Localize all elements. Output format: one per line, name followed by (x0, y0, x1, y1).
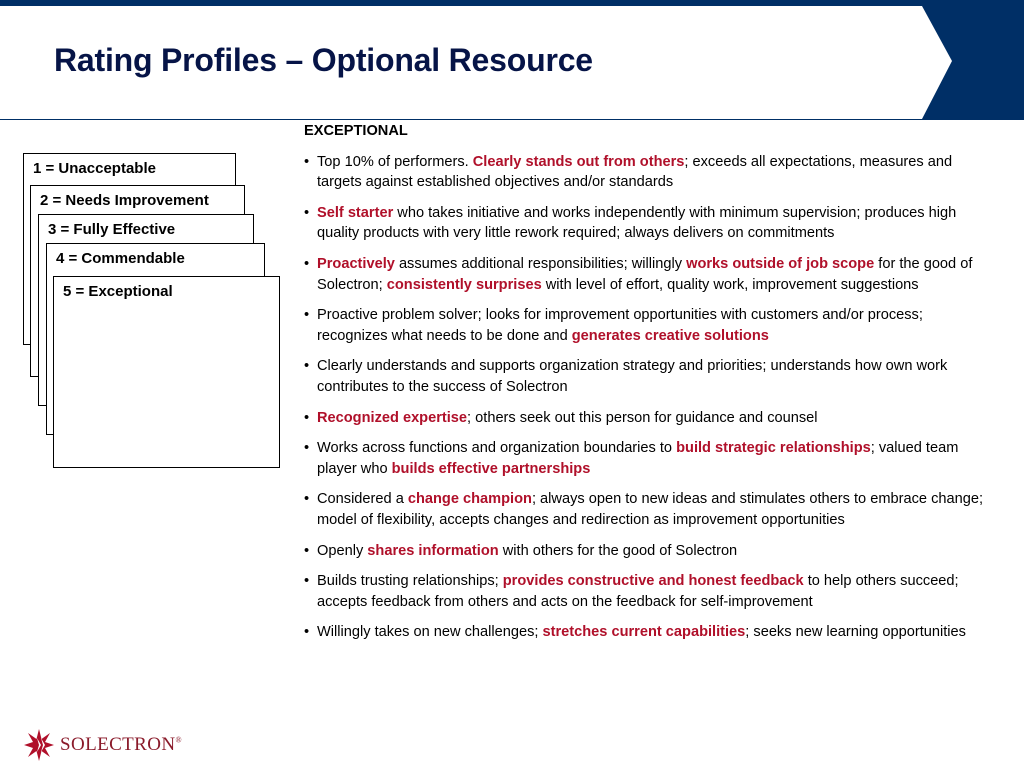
section-heading: EXCEPTIONAL (304, 123, 408, 139)
bullet-item (304, 438, 994, 479)
bullet-text: ; always open to new ideas and stimulates others to embrace change; model of flexibility, accepts changes and redirection as improvement opportunities (317, 491, 983, 528)
bullet-item (304, 305, 994, 346)
bullet-text: ; others seek out this person for guidance and counsel (467, 409, 818, 426)
bullet-text: Top 10% of performers. (317, 153, 473, 170)
highlighted-phrase: generates creative solutions (571, 327, 769, 344)
bullet-icon: • (304, 440, 310, 457)
highlighted-phrase: Clearly stands out from others (472, 153, 685, 170)
bullet-text: Builds trusting relationships; (317, 573, 503, 590)
bullet-icon: • (304, 358, 310, 375)
rating-card-label: 3 = Fully Effective (48, 221, 176, 238)
bullet-item (304, 408, 994, 429)
bullet-icon: • (304, 624, 310, 641)
bullet-icon: • (304, 542, 310, 559)
bullet-item (304, 571, 994, 612)
highlighted-phrase: Recognized expertise (317, 409, 468, 426)
highlighted-phrase: consistently surprises (386, 276, 542, 293)
bullet-text: ; seeks new learning opportunities (745, 624, 966, 641)
registered-mark: ® (175, 735, 182, 745)
bullet-icon: • (304, 409, 310, 426)
bullet-item (304, 152, 994, 193)
highlighted-phrase: stretches current capabilities (542, 624, 746, 641)
highlighted-phrase: Self starter (317, 204, 394, 221)
bullet-text: Willingly takes on new challenges; (317, 624, 543, 641)
bullet-text: to help others succeed; accepts feedback from others and acts on the feedback for self-improvement (317, 573, 959, 610)
bullet-text: ; valued team player who (317, 440, 959, 477)
bullet-item (304, 203, 994, 244)
bullet-text: assumes additional responsibilities; willingly (394, 255, 687, 272)
bullet-item (304, 254, 994, 295)
bullet-text: who takes initiative and works independently with minimum supervision; produces high quality products with very little rework required; always delivers on commitments (317, 204, 957, 242)
highlighted-phrase: shares information (367, 542, 499, 559)
exceptional-description (304, 121, 994, 653)
rating-card-label: 5 = Exceptional (63, 283, 173, 300)
rating-card-5 (53, 276, 280, 468)
rating-card-label: 4 = Commendable (56, 250, 185, 267)
bullet-text: Proactive problem solver; looks for improvement opportunities with customers and/or process; recognizes what needs to be done and (317, 307, 923, 344)
bullet-text: Considered a (317, 491, 408, 508)
page-title: Rating Profiles – Optional Resource (54, 42, 593, 78)
logo-text: SOLECTRON (60, 734, 176, 755)
logo-wordmark (60, 734, 182, 756)
bullet-text: for the good of Solectron; (317, 255, 973, 293)
solectron-logo (24, 728, 182, 762)
highlighted-phrase: provides constructive and honest feedback (502, 573, 804, 590)
bullet-text: with level of effort, quality work, improvement suggestions (541, 276, 919, 293)
bullet-item (304, 541, 994, 562)
bullet-item (304, 622, 994, 643)
bullet-item (304, 356, 994, 397)
bullet-icon: • (304, 255, 310, 272)
bullet-icon: • (304, 573, 310, 590)
bullet-text: with others for the good of Solectron (498, 542, 738, 559)
rating-card-label: 1 = Unacceptable (33, 160, 156, 177)
bullet-item (304, 489, 994, 530)
bullet-icon: • (304, 204, 310, 221)
bullet-text: Works across functions and organization boundaries to (317, 440, 677, 457)
highlighted-phrase: change champion (407, 491, 532, 508)
highlighted-phrase: Proactively (317, 255, 395, 272)
highlighted-phrase: works outside of job scope (686, 255, 875, 272)
highlighted-phrase: build strategic relationships (676, 440, 871, 457)
rating-card-label: 2 = Needs Improvement (40, 192, 209, 209)
bullet-text: ; exceeds all expectations, measures and targets against established objectives and/or standards (317, 153, 953, 191)
bullet-icon: • (304, 491, 310, 508)
bullet-icon: • (304, 153, 310, 170)
bullet-list (304, 152, 994, 643)
bullet-text: Openly (317, 542, 368, 559)
starburst-logo-icon (24, 728, 54, 762)
bullet-icon: • (304, 307, 310, 324)
bullet-text: Clearly understands and supports organization strategy and priorities; understands how own work contributes to the success of Solectron (317, 358, 948, 395)
highlighted-phrase: builds effective partnerships (391, 460, 591, 477)
